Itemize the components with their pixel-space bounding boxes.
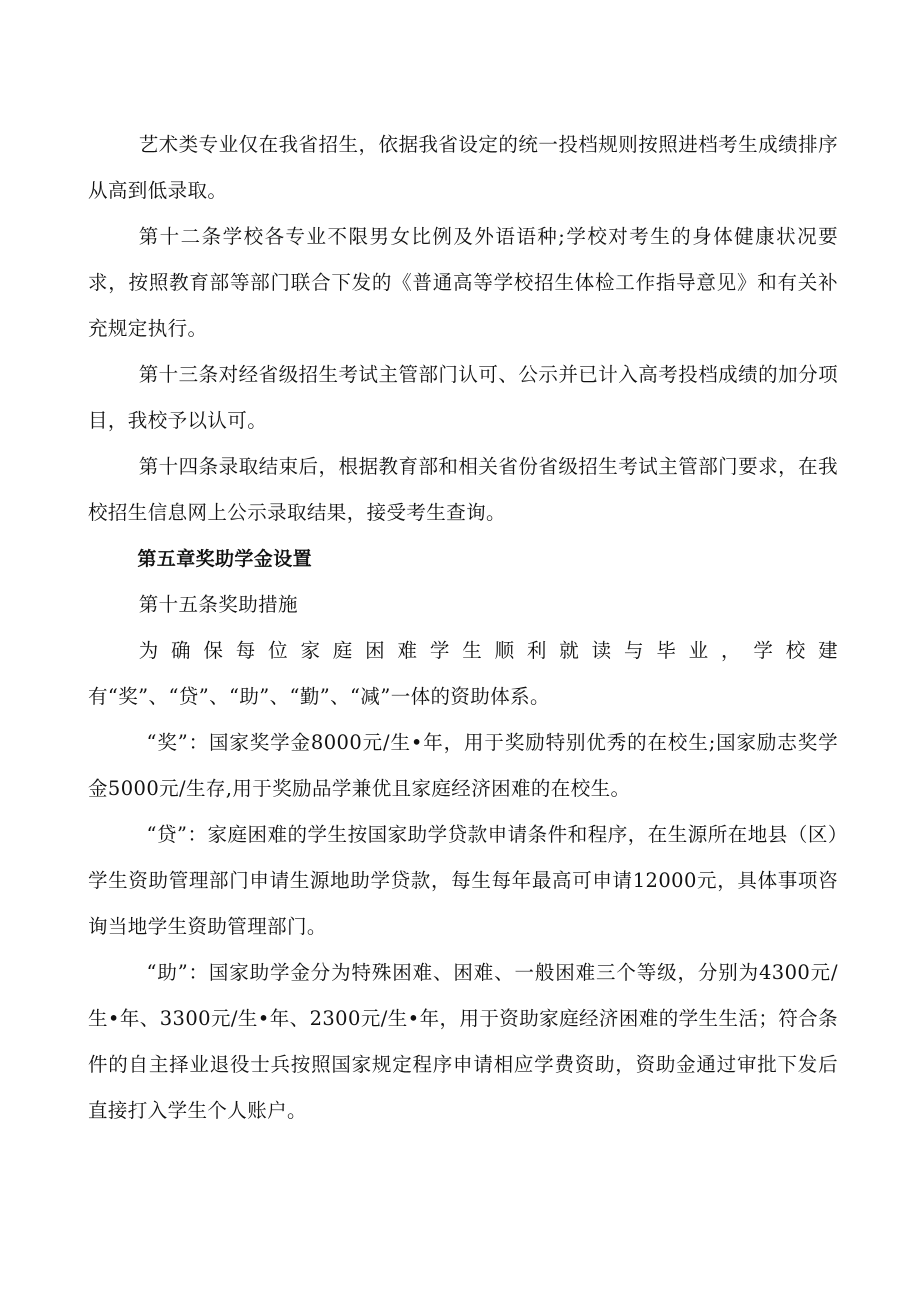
paragraph-aid-grant: “助”：国家助学金分为特殊困难、困难、一般困难三个等级，分别为4300元/生•年、3300元/生•年、2300元/生•年，用于资助家庭经济困难的学生生活；符合条件的自主择业退役士兵按照国家规定程序申请相应学费资助，资助金通过审批下发后直接打入学生个人账户。 (88, 961, 838, 1122)
paragraph-aid-loan: “贷”：家庭困难的学生按国家助学贷款申请条件和程序，在生源所在地县（区）学生资助管理部门申请生源地助学贷款，每生每年最高可申请12000元，具体事项咨询当地学生资助管理部门。 (88, 823, 838, 938)
paragraph-art-admission: 艺术类专业仅在我省招生，依据我省设定的统一投档规则按照进档考生成绩排序从高到低录取。 (88, 133, 838, 202)
document-body (88, 122, 838, 1134)
paragraph-aid-scholarship: “奖”：国家奖学金8000元/生•年，用于奖励特别优秀的在校生;国家励志奖学金5000元/生存,用于奖励品学兼优且家庭经济困难的在校生。 (88, 731, 838, 800)
chapter-heading: 第五章奖助学金设置 (137, 548, 312, 570)
article-15-title: 第十五条奖助措施 (138, 593, 298, 616)
paragraph-aid-intro: 为确保每位家庭困难学生顺利就读与毕业，学校建有“奖”、“贷”、“助”、“勤”、“减”一体的资助体系。 (88, 639, 838, 708)
paragraph-article-12: 第十二条学校各专业不限男女比例及外语语种;学校对考生的身体健康状况要求，按照教育部等部门联合下发的《普通高等学校招生体检工作指导意见》和有关补充规定执行。 (88, 225, 838, 340)
paragraph-article-13: 第十三条对经省级招生考试主管部门认可、公示并已计入高考投档成绩的加分项目，我校予以认可。 (88, 363, 838, 432)
paragraph-article-14: 第十四条录取结束后，根据教育部和相关省份省级招生考试主管部门要求，在我校招生信息网上公示录取结果，接受考生查询。 (88, 455, 838, 524)
